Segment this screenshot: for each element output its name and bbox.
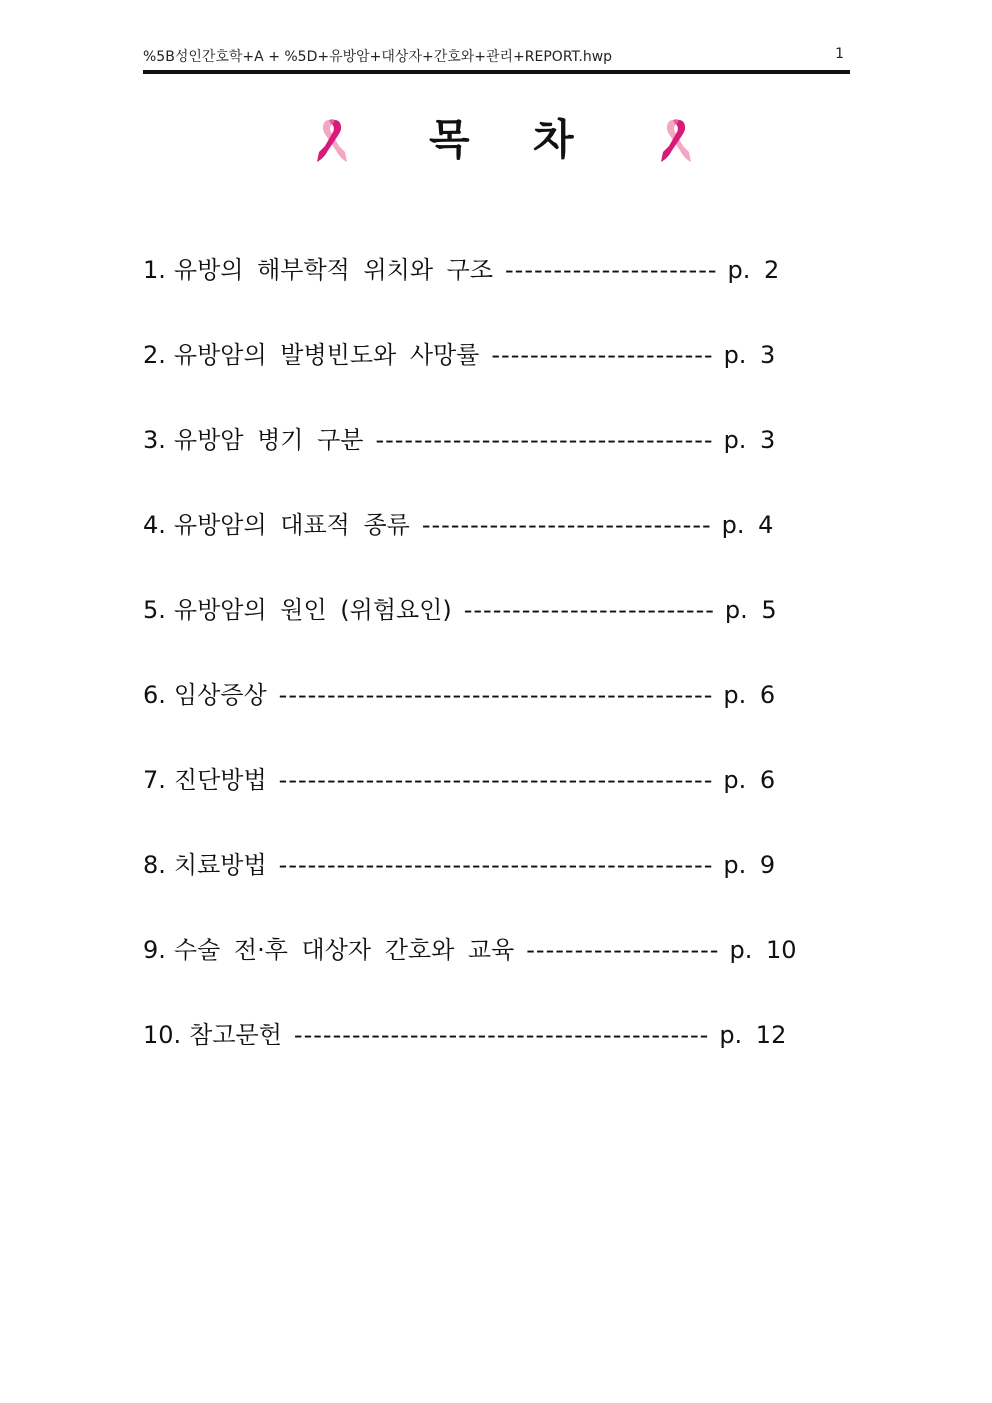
toc-item-title: 치료방법 bbox=[173, 851, 267, 879]
toc-title bbox=[143, 112, 850, 172]
toc-item-title: 유방암의 원인 (위험요인) bbox=[173, 596, 452, 624]
toc-item-page: p. 10 bbox=[729, 936, 797, 964]
toc-leader-dots: ----------------------- bbox=[491, 341, 714, 369]
toc-item-page: p. 9 bbox=[723, 851, 776, 879]
pink-ribbon-icon bbox=[315, 116, 349, 166]
toc-item-number: 10. bbox=[143, 1021, 182, 1049]
toc-item-number: 9. bbox=[143, 936, 166, 964]
page-header bbox=[143, 44, 850, 66]
toc-item[interactable] bbox=[143, 420, 775, 460]
toc-item-title: 진단방법 bbox=[173, 766, 267, 794]
toc-leader-dots: ---------------------- bbox=[505, 256, 718, 284]
toc-item[interactable] bbox=[143, 505, 773, 545]
toc-item[interactable] bbox=[143, 675, 775, 715]
header-page-number: 1 bbox=[835, 46, 844, 62]
toc-item-title: 임상증상 bbox=[173, 681, 267, 709]
toc-leader-dots: ------------------------------------------- bbox=[293, 1021, 710, 1049]
toc-item-number: 4. bbox=[143, 511, 166, 539]
toc-item-title: 유방암의 발병빈도와 사망률 bbox=[173, 341, 480, 369]
toc-leader-dots: -------------------------- bbox=[463, 596, 715, 624]
toc-leader-dots: -------------------- bbox=[526, 936, 720, 964]
toc-item-title: 유방의 해부학적 위치와 구조 bbox=[173, 256, 494, 284]
toc-item[interactable] bbox=[143, 845, 775, 885]
toc-leader-dots: --------------------------------------------- bbox=[278, 766, 714, 794]
toc-item-title: 수술 전·후 대상자 간호와 교육 bbox=[173, 936, 515, 964]
toc-item-page: p. 3 bbox=[723, 341, 776, 369]
toc-item-number: 3. bbox=[143, 426, 166, 454]
toc-item-page: p. 5 bbox=[724, 596, 777, 624]
toc-item-title: 유방암의 대표적 종류 bbox=[173, 511, 410, 539]
toc-item-number: 1. bbox=[143, 256, 166, 284]
toc-item-number: 6. bbox=[143, 681, 166, 709]
toc-item-number: 2. bbox=[143, 341, 166, 369]
toc-item-page: p. 6 bbox=[723, 766, 776, 794]
toc-item-number: 7. bbox=[143, 766, 166, 794]
toc-item-page: p. 4 bbox=[721, 511, 774, 539]
toc-item-page: p. 6 bbox=[723, 681, 776, 709]
toc-item[interactable] bbox=[143, 760, 775, 800]
header-divider bbox=[143, 70, 850, 74]
toc-leader-dots: ----------------------------------- bbox=[375, 426, 714, 454]
toc-item-title: 유방암 병기 구분 bbox=[173, 426, 364, 454]
toc-item[interactable] bbox=[143, 250, 779, 290]
header-filename: %5B성인간호학+A + %5D+유방암+대상자+간호와+관리+REPORT.hwp bbox=[143, 49, 613, 65]
toc-item-number: 5. bbox=[143, 596, 166, 624]
title-char-1: 목 bbox=[429, 115, 470, 164]
toc-leader-dots: ------------------------------ bbox=[421, 511, 712, 539]
toc-item[interactable] bbox=[143, 590, 777, 630]
toc-item-page: p. 2 bbox=[727, 256, 780, 284]
toc-item-number: 8. bbox=[143, 851, 166, 879]
toc-item-page: p. 12 bbox=[719, 1021, 787, 1049]
toc-item[interactable] bbox=[143, 335, 775, 375]
toc-item-page: p. 3 bbox=[723, 426, 776, 454]
toc-leader-dots: --------------------------------------------- bbox=[278, 851, 714, 879]
pink-ribbon-icon bbox=[659, 116, 693, 166]
toc-leader-dots: --------------------------------------------- bbox=[278, 681, 714, 709]
toc-item[interactable] bbox=[143, 1015, 786, 1055]
title-char-2: 차 bbox=[533, 115, 574, 164]
toc-item[interactable] bbox=[143, 930, 797, 970]
toc-item-title: 참고문헌 bbox=[189, 1021, 282, 1049]
